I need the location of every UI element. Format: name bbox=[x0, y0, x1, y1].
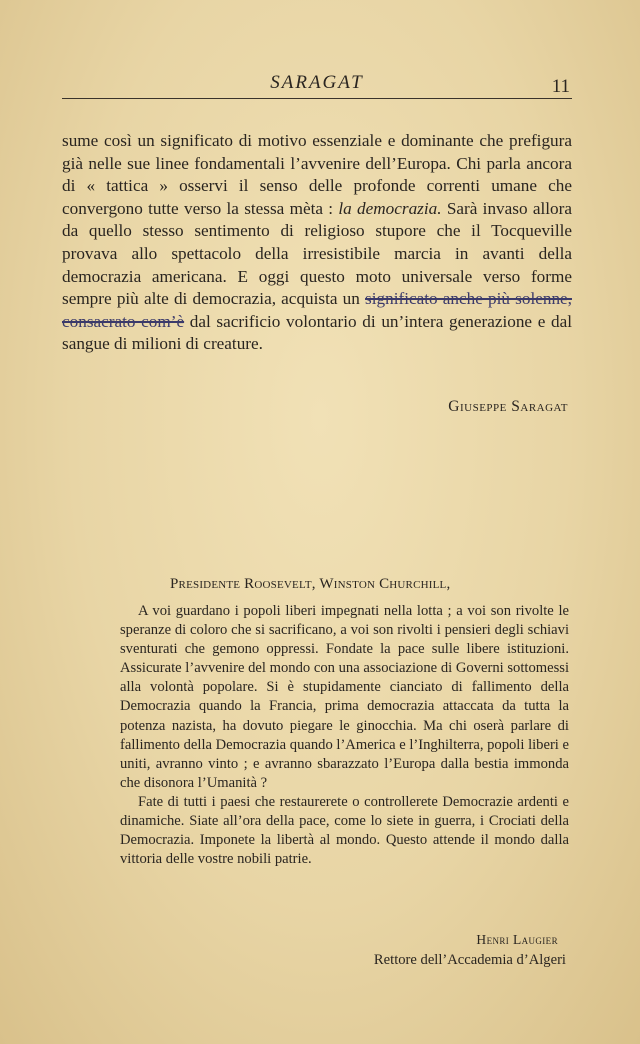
saragat-paragraph bbox=[62, 130, 572, 356]
saragat-text-part3: Sarà invaso allora da quello stesso sentimento di religioso stupore che il Tocqueville provava allo spettacolo della irresistibile marcia in avanti della democrazia americana. E oggi questo moto universale verso forme sempre più alte di democrazia, acquista un bbox=[62, 198, 572, 309]
letter-paragraph-1: A voi guardano i popoli liberi impegnati nella lotta ; a voi son rivolte le speranze di coloro che si sacrificano, a voi son rivolti i pensieri degli schiavi sventurati che gemono oppressi. Fondate la pace sulle libere istituzioni. Assicurate l’avvenire del mondo con una associazione di Governi sottomessi alla volontà popolare. Si è stupidamente cianciato di fallimento della Democrazia quando la Francia, prima democrazia attaccata da tutta la potenza nazista, ha dovuto piegare le ginocchia. Ma chi oserà parlare di fallimento della Democrazia quando l’America e l’Inghilterra, popoli liberi e uniti, avranno vinto ; e avranno sbarazzato l’Europa dalla bestia immonda che disonora l’Umanità ? bbox=[120, 603, 569, 791]
page-number: 11 bbox=[551, 76, 570, 97]
saragat-text-part1: sume così un significato di motivo essenziale e dominante che prefigura già nelle sue linee fondamentali l’avvenire dell’Europa. Chi parla ancora di « tattica » osservi il senso delle profonde correnti umane che convergono tutte verso la stessa mèta : bbox=[62, 131, 572, 218]
saragat-text-italic: la democrazia. bbox=[338, 198, 442, 218]
laugier-signature-role: Rettore dell’Accademia d’Algeri bbox=[373, 952, 566, 968]
saragat-signature: Giuseppe Saragat bbox=[448, 398, 568, 415]
letter-addressee: Presidente Roosevelt, Winston Churchill, bbox=[170, 576, 451, 592]
saragat-text-struck: significato anche più solenne, consacrato com’è bbox=[62, 289, 572, 331]
running-head bbox=[62, 70, 572, 99]
laugier-signature-name: Henri Laugier bbox=[476, 932, 558, 947]
letter-paragraph-2: Fate di tutti i paesi che restaurerete o controllerete Democrazie ardenti e dinamiche. Siate all’ora della pace, come lo siete in guerra, i Crociati della Democrazia. Imponete la libertà al mondo. Questo attende il mondo dalla vittoria delle vostre nobili patrie. bbox=[120, 793, 569, 868]
laugier-letter bbox=[120, 602, 569, 869]
running-title: SARAGAT bbox=[270, 72, 364, 93]
saragat-text-part5: dal sacrificio volontario di un’intera generazione e dal sangue di milioni di creature. bbox=[62, 311, 572, 354]
